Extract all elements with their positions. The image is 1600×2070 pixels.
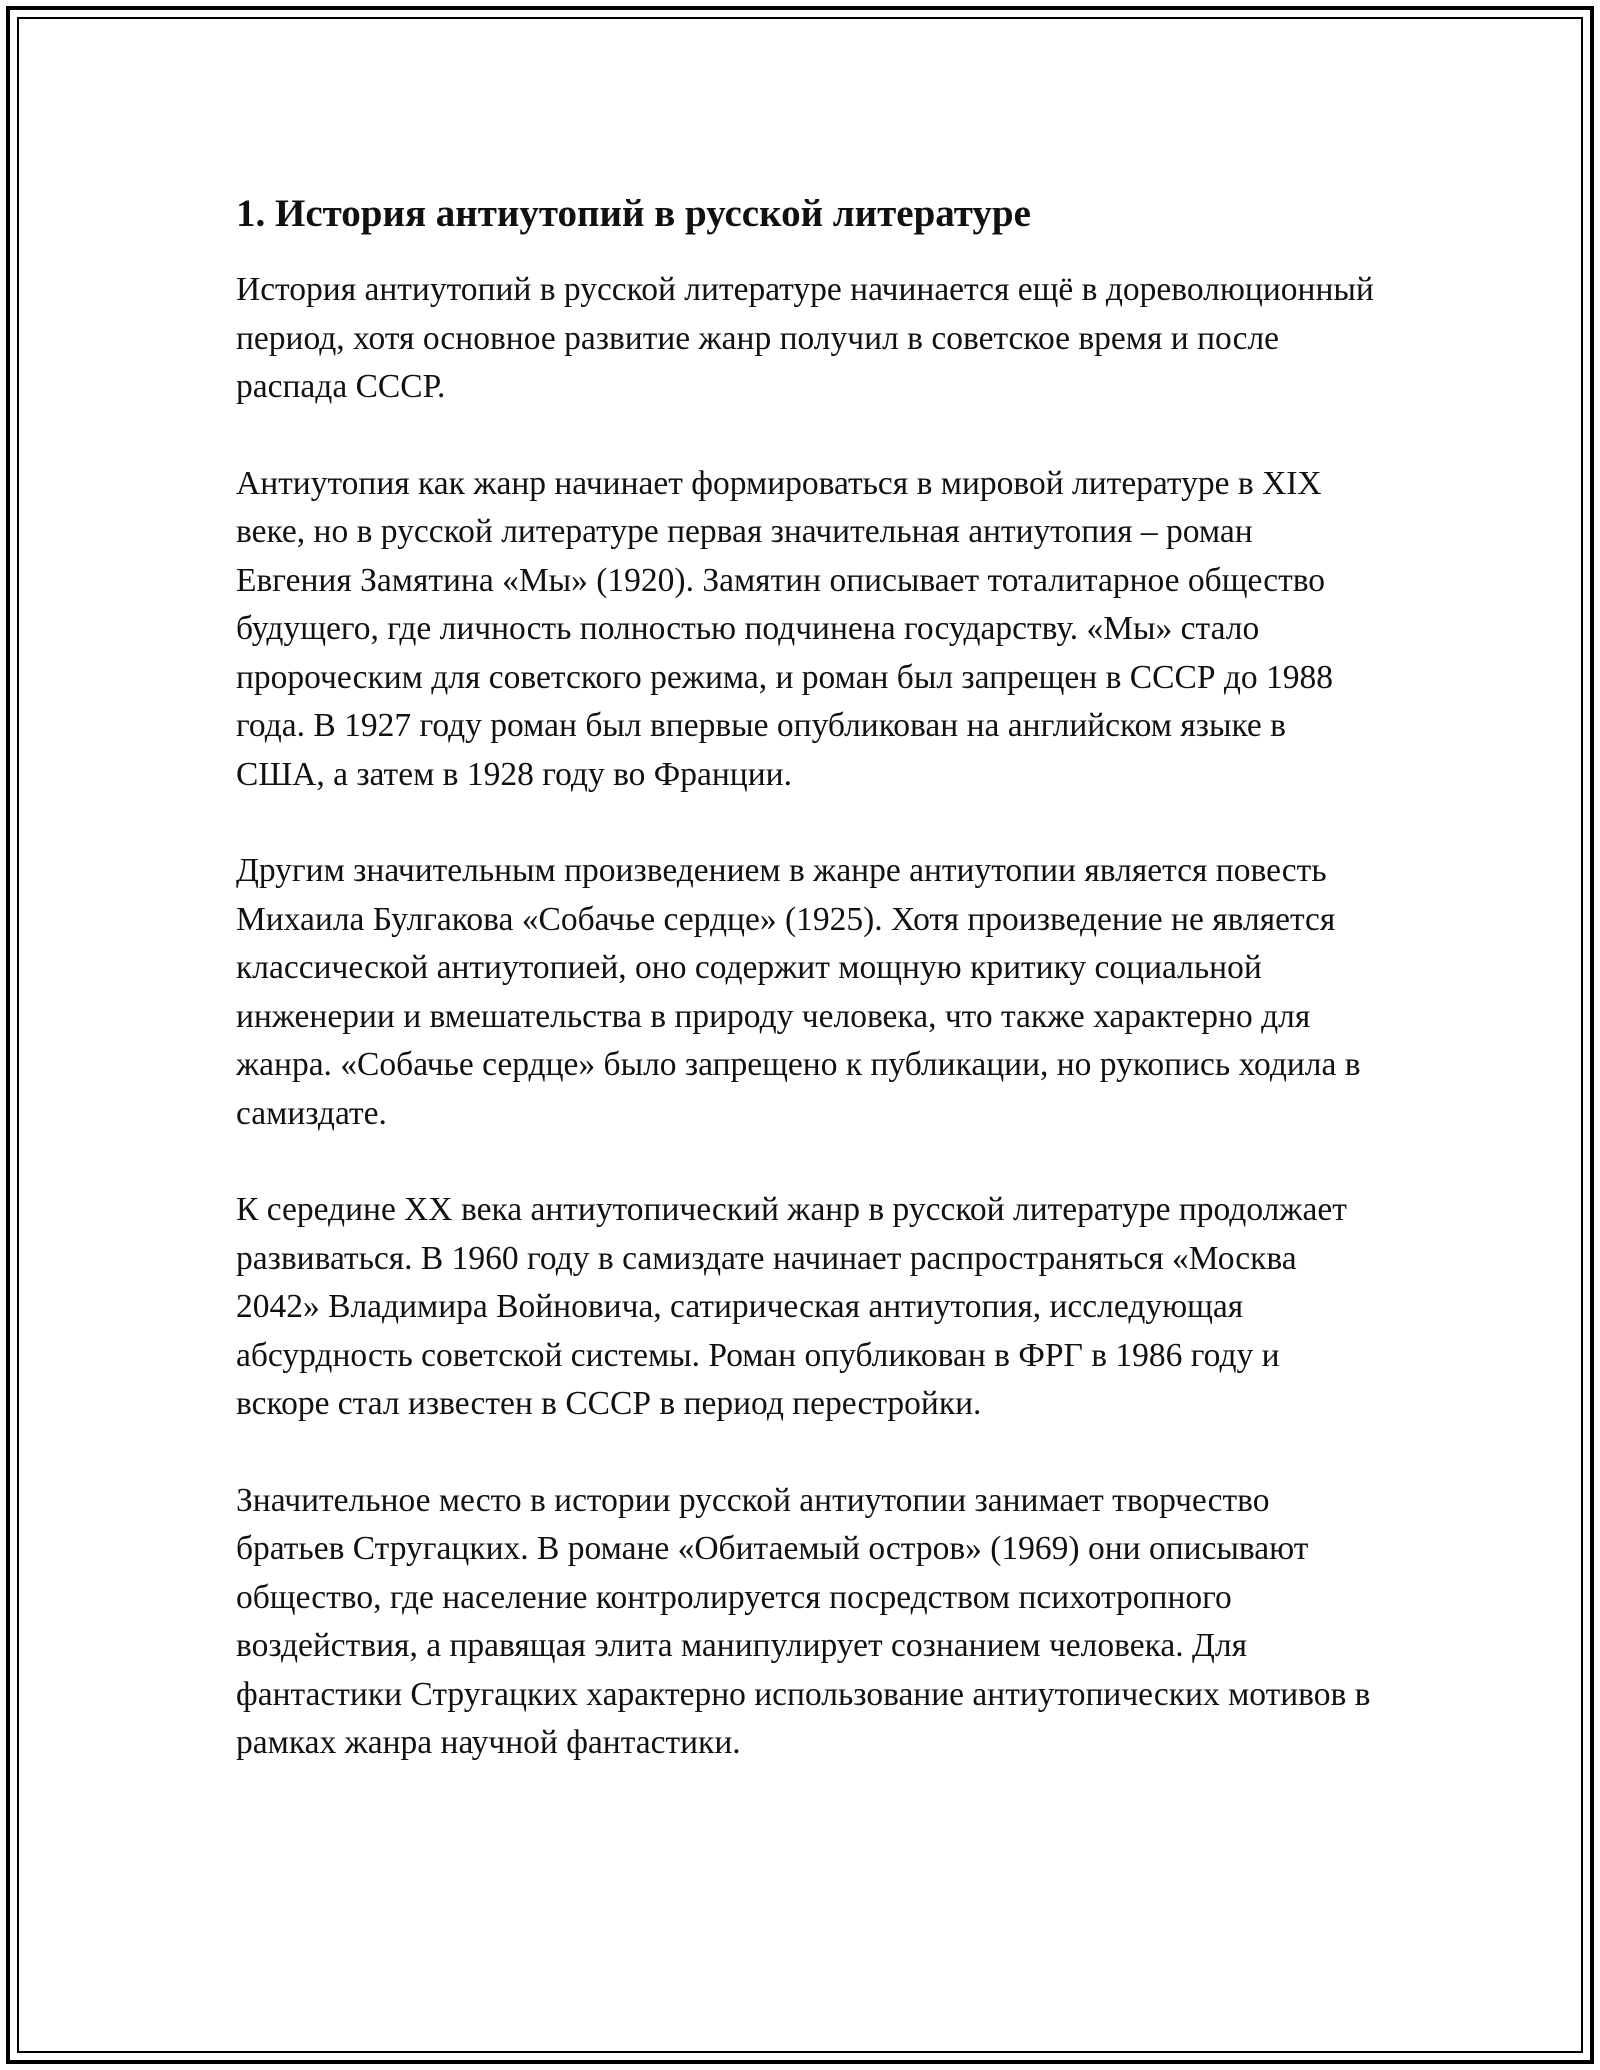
paragraph-intro: История антиутопий в русской литературе начинается ещё в дореволюционный период, хотя основное развитие жанр получил в советское время и после распада СССР. [236,271,1374,405]
paragraph-voinovich: К середине XX века антиутопический жанр в русской литературе продолжает развиваться. В 1960 году в самиздате начинает распространяться «Москва 2042» Владимира Войновича, сатирическая антиутопия, исследующая абсурдность советской системы. Роман опубликован в ФРГ в 1986 году и вскоре стал известен в СССР в период перестройки. [236,1191,1347,1422]
paragraph-bulgakov: Другим значительным произведением в жанре антиутопии является повесть Михаила Булгакова «Собачье сердце» (1925). Хотя произведение не является классической антиутопией, оно содержит мощную критику социальной инженерии и вмешательства в природу человека, что также характерно для жанра. «Собачье сердце» было запрещено к публикации, но рукопись ходила в самиздате. [236,852,1361,1132]
paragraph-strugatsky: Значительное место в истории русской антиутопии занимает творчество братьев Стругацких. В романе «Обитаемый остров» (1969) они описывают общество, где население контролируется посредством психотропного воздействия, а правящая элита манипулирует сознанием человека. Для фантастики Стругацких характерно использование антиутопических мотивов в рамках жанра научной фантастики. [236,1481,1371,1761]
paragraph-zamyatin: Антиутопия как жанр начинает формироваться в мировой литературе в XIX веке, но в русской литературе первая значительная антиутопия – роман Евгения Замятина «Мы» (1920). Замятин описывает тоталитарное общество будущего, где личность полностью подчинена государству. «Мы» стало пророческим для советского режима, и роман был запрещен в СССР до 1988 года. В 1927 году роман был впервые опубликован на английском языке в США, а затем в 1928 году во Франции. [236,464,1333,793]
document-body [236,188,1376,1816]
section-heading: 1. История антиутопий в русской литературе [236,192,1031,235]
